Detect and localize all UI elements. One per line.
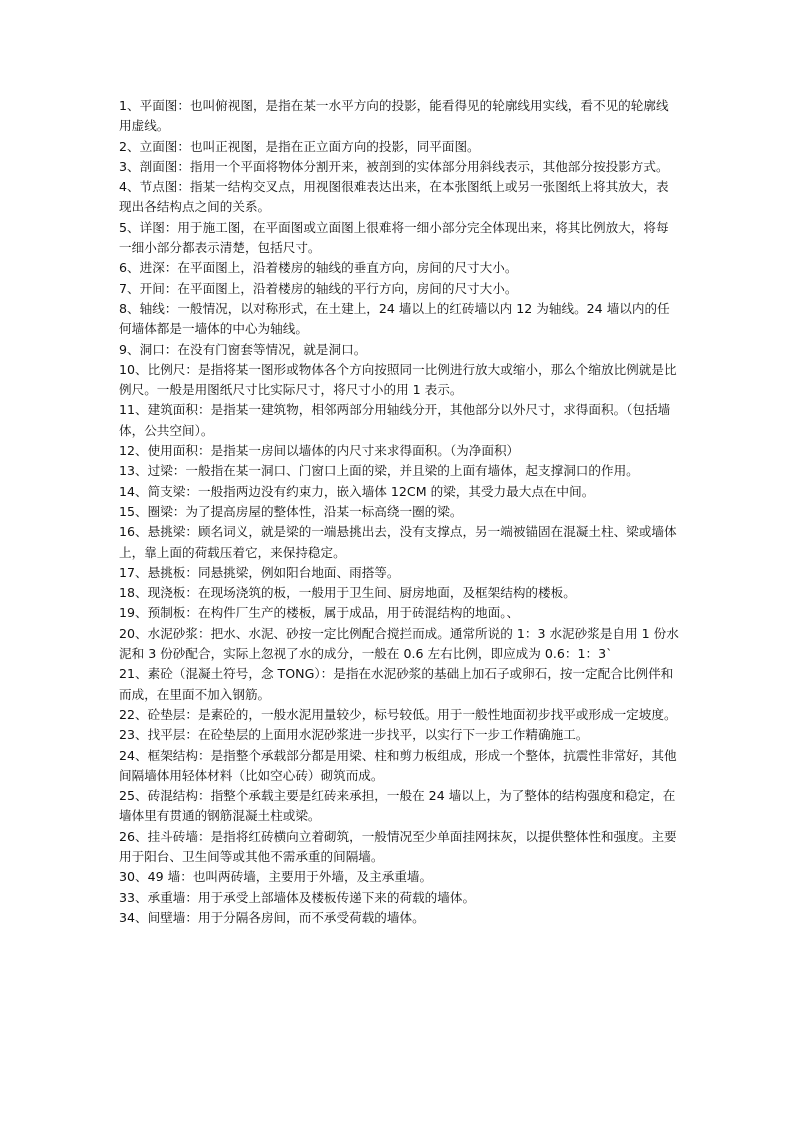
glossary-item: 26、挂斗砖墙：是指将红砖横向立着砌筑，一般情况至少单面挂网抹灰，以提供整体性和强度。主要用于阳台、卫生间等或其他不需承重的间隔墙。: [119, 828, 677, 864]
glossary-item: 6、进深：在平面图上，沿着楼房的轴线的垂直方向，房间的尺寸大小。: [119, 260, 518, 276]
glossary-item: 7、开间：在平面图上，沿着楼房的轴线的平行方向，房间的尺寸大小。: [119, 280, 518, 296]
glossary-item: 18、现浇板：在现场浇筑的板，一般用于卫生间、厨房地面，及框架结构的楼板。: [119, 585, 576, 601]
glossary-item: 10、比例尺：是指将某一图形或物体各个方向按照同一比例进行放大或缩小，那么个缩放比例就是比例尺。一般是用图纸尺寸比实际尺寸，将尺寸小的用 1 表示。: [119, 361, 677, 398]
glossary-item: 4、节点图：指某一结构交叉点，用视图很难表达出来，在本张图纸上或另一张图纸上将其放大，表现出各结构点之间的关系。: [119, 179, 669, 215]
glossary-item: 3、剖面图：指用一个平面将物体分割开来，被剖到的实体部分用斜线表示，其他部分按投影方式。: [119, 158, 669, 174]
glossary-item: 5、详图：用于施工图，在平面图或立面图上很难将一细小部分完全体现出来，将其比例放大，将每一细小部分都表示清楚，包括尺寸。: [119, 219, 669, 256]
glossary-item: 30、49 墙：也叫两砖墙，主要用于外墙，及主承重墙。: [119, 869, 433, 885]
glossary-item: 1、平面图：也叫俯视图，是指在某一水平方向的投影，能看得见的轮廓线用实线，看不见的轮廓线用虚线。: [119, 98, 669, 134]
glossary-item: 9、洞口：在没有门窗套等情况，就是洞口。: [119, 341, 367, 357]
glossary-item: 11、建筑面积：是指某一建筑物，相邻两部分用轴线分开，其他部分以外尺寸，求得面积。（包括墙体，公共空间）。: [119, 402, 671, 438]
glossary-item: 20、水泥砂浆：把水、水泥、砂按一定比例配合搅拦而成。通常所说的 1：3 水泥砂浆是自用 1 份水泥和 3 份砂配合，实际上忽视了水的成分，一般在 0.6 左右比例，即应成为 0.6：1：3`: [119, 625, 679, 662]
glossary-item: 15、圈梁：为了提高房屋的整体性，沿某一标高绕一圈的梁。: [119, 503, 463, 519]
glossary-item: 21、素砼（混凝土符号，念 TONG）：是指在水泥砂浆的基础上加石子或卵石，按一定配合比例伴和而成，在里面不加入钢筋。: [119, 666, 674, 702]
glossary-item: 24、框架结构：是指整个承载部分都是用梁、柱和剪力板组成，形成一个整体，抗震性非常好，其他间隔墙体用轻体材料（比如空心砖）砌筑而成。: [119, 747, 677, 783]
glossary-item: 34、间壁墙：用于分隔各房间，而不承受荷载的墙体。: [119, 909, 425, 925]
glossary-item: 19、预制板：在构件厂生产的楼板，属于成品，用于砖混结构的地面。、: [119, 605, 520, 621]
glossary-item: 12、使用面积：是指某一房间以墙体的内尺寸来求得面积。（为净面积）: [119, 443, 520, 459]
glossary-item: 22、砼垫层：是素砼的，一般水泥用量较少，标号较低。用于一般性地面初步找平或形成一定坡度。: [119, 706, 677, 722]
glossary-item: 17、悬挑板：同悬挑梁，例如阳台地面、雨搭等。: [119, 564, 400, 580]
glossary-item: 14、简支梁：一般指两边没有约束力，嵌入墙体 12CM 的梁，其受力最大点在中间。: [119, 483, 595, 499]
glossary-item: 2、立面图：也叫正视图，是指在正立面方向的投影，同平面图。: [119, 138, 480, 154]
glossary-item: 8、轴线：一般情况，以对称形式，在土建上，24 墙以上的红砖墙以内 12 为轴线。24 墙以内的任何墙体都是一墙体的中心为轴线。: [119, 300, 670, 337]
glossary-item: 16、悬挑梁：顾名词义，就是梁的一端悬挑出去，没有支撑点，另一端被锚固在混凝土柱、梁或墙体上，靠上面的荷载压着它，来保持稳定。: [119, 524, 677, 560]
glossary-list: [119, 96, 679, 928]
glossary-item: 13、过梁：一般指在某一洞口、门窗口上面的梁，并且梁的上面有墙体，起支撑洞口的作用。: [119, 463, 639, 479]
glossary-item: 33、承重墙：用于承受上部墙体及楼板传递下来的荷载的墙体。: [119, 889, 476, 905]
glossary-item: 23、找平层：在砼垫层的上面用水泥砂浆进一步找平，以实行下一步工作精确施工。: [119, 727, 589, 743]
glossary-item: 25、砖混结构：指整个承载主要是红砖来承担，一般在 24 墙以上，为了整体的结构强度和稳定，在墙体里有贯通的钢筋混凝土柱或梁。: [119, 788, 676, 824]
